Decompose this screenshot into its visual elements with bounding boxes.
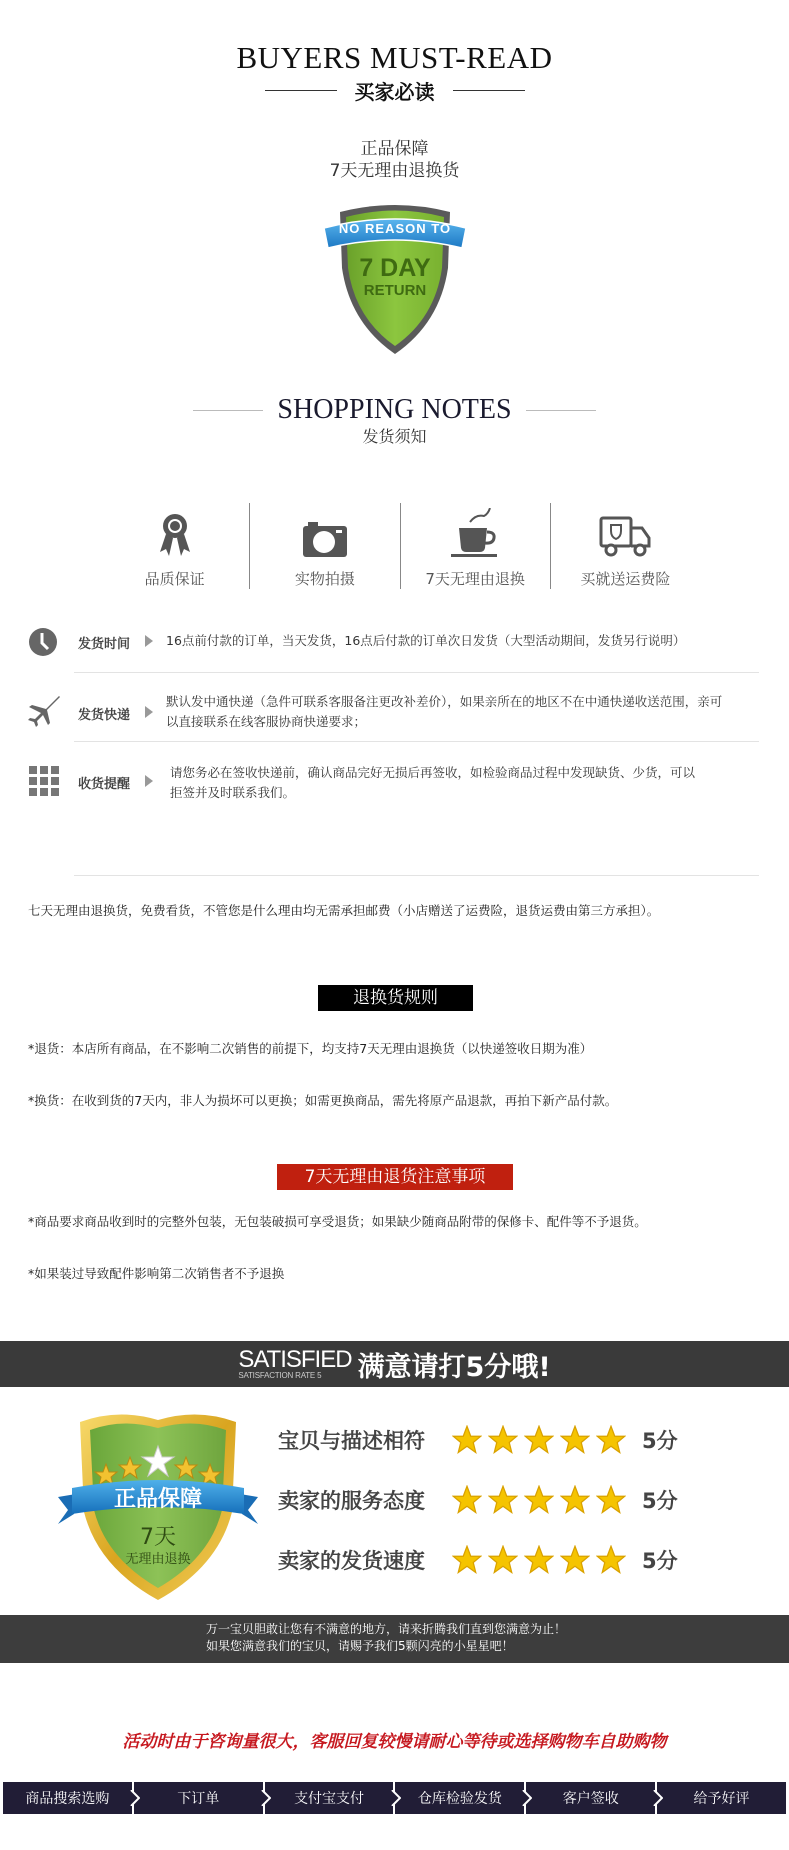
ribbon-award-icon: [158, 512, 192, 558]
star-icon: [488, 1485, 518, 1515]
purchase-steps: [3, 1782, 786, 1814]
divider-line: [265, 90, 337, 91]
star-icon: [560, 1485, 590, 1515]
arrow-right-icon: [145, 775, 153, 787]
rating-label: 卖家的发货速度: [278, 1549, 425, 1573]
star-rating: [452, 1485, 626, 1515]
badge-ribbon-text: NO REASON TO: [338, 221, 452, 236]
message-line2: 如果您满意我们的宝贝，请赐予我们5颗闪亮的小星星吧！: [206, 1639, 514, 1653]
satisfied-en: [238, 1345, 352, 1380]
return-note-item: *商品要求商品收到时的完整外包装，无包装破损可享受退货；如果缺少随商品附带的保修卡、配件等不予退货。: [28, 1214, 647, 1229]
arrow-right-icon: [145, 635, 153, 647]
rating-row-description: [278, 1425, 678, 1455]
note-text-line: 默认发中通快递（急件可联系客服备注更改补差价），如果亲所在的地区不在中通快递收送范围，亲可: [166, 694, 723, 709]
note-text: 16点前付款的订单，当天发货，16点后付款的订单次日发货（大型活动期间，发货另行说明）: [166, 633, 686, 648]
delivery-truck-icon: [599, 516, 651, 558]
chevron-right-icon: [653, 1790, 663, 1806]
rating-row-service: [278, 1485, 678, 1515]
rating-label: 卖家的服务态度: [278, 1489, 425, 1513]
badge-big-text: 7 DAY: [359, 254, 431, 282]
chevron-right-icon: [261, 1790, 271, 1806]
page-title-en: BUYERS MUST-READ: [236, 40, 553, 75]
star-icon: [452, 1485, 482, 1515]
feature-item: [100, 503, 249, 589]
star-icon: [452, 1545, 482, 1575]
divider-line: [193, 410, 263, 411]
return-rule-item: *换货：在收到货的7天内，非人为损坏可以更换；如需更换商品，需先将原产品退款，再拍下新产品付款。: [28, 1093, 618, 1108]
step-label: 客户签收: [562, 1791, 619, 1807]
satisfied-subtitle-en: SATISFACTION RATE 5: [238, 1370, 322, 1380]
feature-item: [400, 503, 550, 589]
return-note-item: *如果装过导致配件影响第二次销售者不予退换: [28, 1266, 285, 1281]
clock-icon: [28, 627, 58, 657]
feature-label: 品质保证: [144, 570, 205, 588]
star-icon: [524, 1545, 554, 1575]
star-icon: [596, 1485, 626, 1515]
badge-big-text: 7天: [140, 1525, 176, 1550]
note-text: [166, 692, 722, 732]
rating-row-shipping: [278, 1545, 678, 1575]
step-label: 下订单: [177, 1791, 220, 1807]
divider-line: [526, 410, 596, 411]
chevron-right-icon: [130, 1790, 140, 1806]
guarantee-line2: 7天无理由退换货: [329, 161, 460, 181]
feature-label: 实物拍摄: [294, 570, 355, 588]
note-text-line: 以直接联系在线客服协商快递要求；: [166, 714, 367, 729]
genuine-guarantee-badge: [58, 1402, 258, 1602]
star-icon: [452, 1425, 482, 1455]
star-rating: [452, 1425, 626, 1455]
note-text-line: 请您务必在签收快递前，确认商品完好无损后再签收，如检验商品过程中发现缺货、少货，可以: [170, 765, 696, 780]
page-title-cn: 买家必读: [354, 80, 435, 104]
star-icon: [488, 1545, 518, 1575]
shopping-notes-title-cn: 发货须知: [362, 427, 427, 446]
return-notes-title: 7天无理由退货注意事项: [277, 1164, 513, 1190]
satisfied-banner: [0, 1341, 789, 1387]
satisfied-title-cn: 满意请打5分哦!: [357, 1351, 551, 1383]
return-rules-title: 退换货规则: [318, 985, 473, 1011]
note-title: 收货提醒: [78, 777, 131, 792]
divider-line: [453, 90, 525, 91]
star-icon: [596, 1425, 626, 1455]
seven-day-return-badge: [320, 198, 470, 356]
arrow-right-icon: [145, 706, 153, 718]
star-icon: [560, 1425, 590, 1455]
busy-notice: 活动时由于咨询量很大，客服回复较慢请耐心等待或选择购物车自助购物: [122, 1732, 667, 1752]
rating-score: 5分: [642, 1549, 678, 1573]
note-title: 发货时间: [78, 637, 131, 652]
star-icon: [488, 1425, 518, 1455]
feature-label: 买就送运费险: [580, 570, 671, 588]
divider: [74, 741, 759, 742]
grid-icon: [29, 766, 59, 796]
step-item: [265, 1782, 396, 1814]
note-text: [170, 763, 695, 803]
shopping-notes-title-en: SHOPPING NOTES: [277, 394, 512, 425]
feature-item: [550, 503, 700, 589]
step-item: [657, 1782, 786, 1814]
badge-small-text: RETURN: [363, 282, 427, 299]
page-title-cn-row: [0, 76, 789, 105]
star-icon: [524, 1485, 554, 1515]
feature-item: [249, 503, 399, 589]
badge-small-text: 无理由退换: [125, 1552, 191, 1567]
badge-ribbon-text: 正品保障: [113, 1487, 202, 1512]
feature-label: 7天无理由退换: [425, 570, 525, 588]
coffee-cup-icon: [450, 508, 500, 558]
guarantee-line1: 正品保障: [360, 139, 429, 159]
divider: [74, 672, 759, 673]
message-banner: [0, 1615, 789, 1663]
rating-score: 5分: [642, 1489, 678, 1513]
seven-day-policy-text: 七天无理由退换货，免费看货，不管您是什么理由均无需承担邮费（小店赠送了运费险，退货运费由第三方承担）。: [28, 903, 660, 918]
shopping-notes-header: [0, 394, 789, 426]
divider: [74, 875, 759, 876]
airplane-icon: [26, 694, 62, 728]
rating-label: 宝贝与描述相符: [278, 1429, 425, 1453]
star-icon: [596, 1545, 626, 1575]
step-item: [526, 1782, 657, 1814]
step-label: 仓库检验发货: [417, 1791, 502, 1807]
step-item: [3, 1782, 134, 1814]
star-icon: [524, 1425, 554, 1455]
step-label: 支付宝支付: [294, 1791, 365, 1807]
satisfied-title-en: SATISFIED: [238, 1345, 352, 1373]
chevron-right-icon: [391, 1790, 401, 1806]
camera-icon: [302, 520, 348, 558]
guarantee-text: [0, 138, 789, 182]
message-line1: 万一宝贝胆敢让您有不满意的地方，请来折腾我们直到您满意为止！: [206, 1622, 567, 1636]
note-title: 发货快递: [78, 708, 131, 723]
star-rating: [452, 1545, 626, 1575]
feature-list: [100, 503, 700, 589]
step-label: 商品搜索选购: [25, 1791, 110, 1807]
chevron-right-icon: [522, 1790, 532, 1806]
note-text-line: 拒签并及时联系我们。: [170, 785, 296, 800]
step-item: [395, 1782, 526, 1814]
star-icon: [560, 1545, 590, 1575]
return-rule-item: *退货：本店所有商品，在不影响二次销售的前提下，均支持7天无理由退换货（以快递签收日期为准）: [28, 1041, 593, 1056]
step-label: 给予好评: [693, 1791, 750, 1807]
rating-score: 5分: [642, 1429, 678, 1453]
step-item: [134, 1782, 265, 1814]
